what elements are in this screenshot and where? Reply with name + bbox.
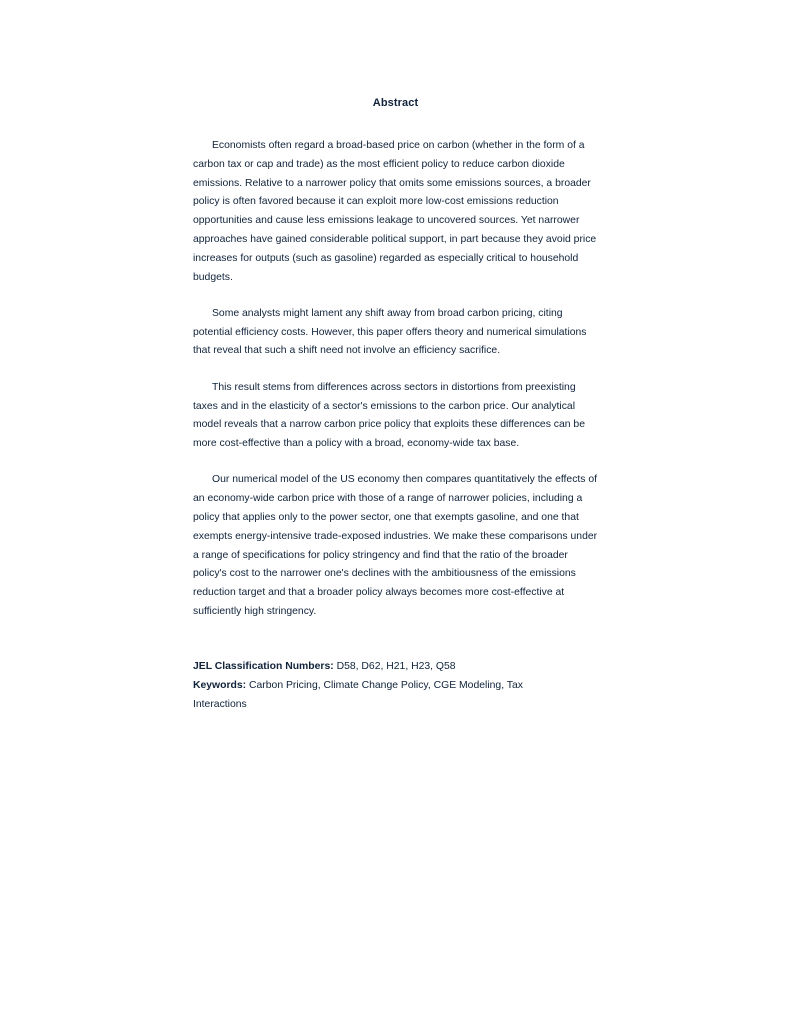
keywords-list: Carbon Pricing, Climate Change Policy, CGE Modeling, Tax Interactions	[193, 679, 523, 710]
abstract-paragraph-2: Some analysts might lament any shift away from broad carbon pricing, citing potential efficiency costs. However, this paper offers theory and numerical simulations that reveal that such a shift need not involve an efficiency sacrifice.	[193, 307, 587, 357]
abstract-paragraph-3: This result stems from differences across sectors in distortions from preexisting taxes and in the elasticity of a sector's emissions to the carbon price. Our analytical model reveals that a narrow carbon price policy that exploits these differences can be more cost-effective than a policy with a broad, economy-wide tax base.	[193, 381, 585, 450]
abstract-paragraph-4: Our numerical model of the US economy then compares quantitatively the effects of an economy-wide carbon price with those of a range of narrower policies, including a policy that applies only to the power sector, one that exempts gasoline, and one that exempts energy-intensive trade-exposed industries. We make these comparisons under a range of specifications for policy stringency and find that the ratio of the broader policy's cost to the narrower one's declines with the ambitiousness of the emissions reduction target and that a broader policy always becomes more cost-effective at sufficiently high stringency.	[193, 474, 598, 618]
paper-metadata	[193, 658, 573, 714]
abstract-title: Abstract	[372, 97, 419, 109]
keywords	[193, 677, 573, 715]
abstract-paragraph-1: Economists often regard a broad-based price on carbon (whether in the form of a carbon tax or cap and trade) as the most efficient policy to reduce carbon dioxide emissions. Relative to a narrower policy that omits some emissions sources, a broader policy is often favored because it can exploit more low-cost emissions reduction opportunities and cause less emissions leakage to uncovered sources. Yet narrower approaches have gained considerable political support, in part because they avoid price increases for outputs (such as gasoline) regarded as especially critical to household budgets.	[193, 140, 597, 283]
abstract-body	[193, 137, 603, 622]
jel-codes: D58, D62, H21, H23, Q58	[336, 661, 456, 672]
keywords-label: Keywords:	[193, 679, 247, 691]
jel-classification	[193, 658, 573, 677]
jel-label: JEL Classification Numbers:	[193, 661, 334, 672]
